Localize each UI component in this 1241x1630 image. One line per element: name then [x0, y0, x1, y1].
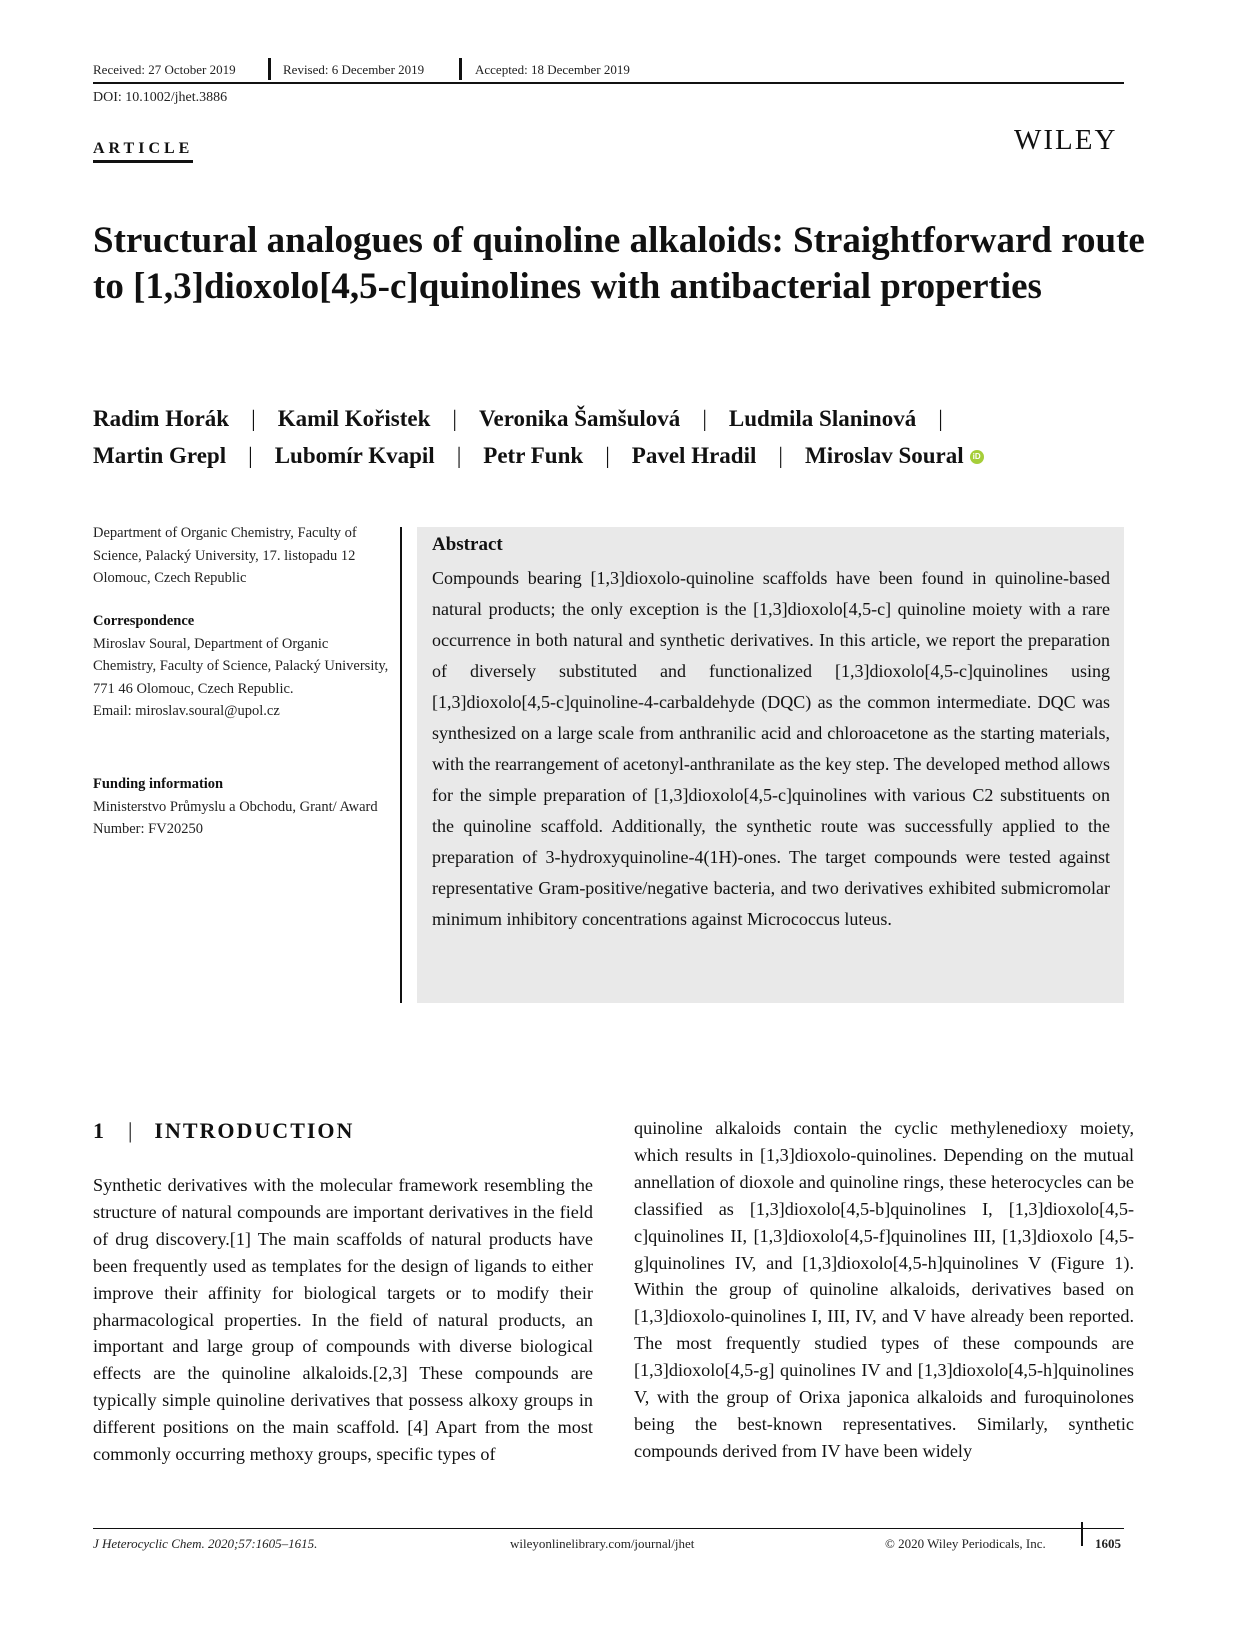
received-date: Received: 27 October 2019 [93, 62, 236, 77]
author-name[interactable]: Radim Horák [93, 406, 230, 431]
page-number: 1605 [1095, 1536, 1121, 1551]
section-heading: 1 | INTRODUCTION [93, 1118, 355, 1143]
abstract-rule [400, 527, 402, 1003]
author-name[interactable]: Miroslav Soural [804, 443, 964, 468]
author-name[interactable]: Lubomír Kvapil [274, 443, 435, 468]
author-name[interactable]: Pavel Hradil [631, 443, 757, 468]
journal-citation: J Heterocyclic Chem. 2020;57:1605–1615. [93, 1536, 318, 1551]
author-name[interactable]: Kamil Kořistek [277, 406, 431, 431]
intro-column-2: quinoline alkaloids contain the cyclic methylenedioxy moiety, which results in [1,3]dioxolo-quinolines. Depending on the mutual annellation of dioxole and quinoline rings, these heterocycles can be classified as [1,3]dioxolo[4,5-b]quinolines I, [1,3]dioxolo[4,5-c]quinolines II, [1,3]dioxolo[4,5-f]quinolines III, [1,3]dioxolo [4,5-g]quinolines IV, and [1,3]dioxolo[4,5-h]quinolines V (Figure 1). Within the group of quinoline alkaloids, derivatives based on [1,3]dioxolo-quinolines I, III, IV, and V have already been reported. The most frequently studied types of these compounds are [1,3]dioxolo[4,5-g] quinolines IV and [1,3]dioxolo[4,5-h]quinolines V, with the group of Orixa japonica alkaloids and furoquinolones being the best-known representatives. Similarly, synthetic compounds derived from IV have been widely [634, 1118, 1134, 1461]
header-divider [268, 58, 271, 80]
header-divider [459, 58, 462, 80]
author-name[interactable]: Martin Grepl [93, 443, 227, 468]
correspondence-email[interactable]: Email: miroslav.soural@upol.cz [93, 703, 280, 719]
section-number: 1 [93, 1118, 106, 1143]
article-title: Structural analogues of quinoline alkaloids: Straightforward route to [1,3]dioxolo[4,5-c]quinolines with antibacterial properties [93, 220, 1145, 307]
funding-heading: Funding information [93, 776, 224, 792]
correspondence-heading: Correspondence [93, 613, 195, 629]
author-name[interactable]: Ludmila Slaninová [728, 406, 917, 431]
article-type-label: ARTICLE [93, 140, 193, 163]
journal-url[interactable]: wileyonlinelibrary.com/journal/jhet [510, 1536, 695, 1551]
footer-rule [93, 1528, 1124, 1529]
copyright: © 2020 Wiley Periodicals, Inc. [885, 1536, 1046, 1551]
header-rule [93, 82, 1124, 84]
correspondence-text: Miroslav Soural, Department of Organic Chemistry, Faculty of Science, Palacký University, 771 46 Olomouc, Czech Republic. [93, 635, 389, 697]
author-line-2: Martin Grepl | Lubomír Kvapil | Petr Funk | Pavel Hradil | Miroslav Soural iD [93, 443, 984, 469]
footer-divider [1081, 1522, 1083, 1546]
section-title: INTRODUCTION [154, 1118, 355, 1143]
author-line-1: Radim Horák | Kamil Kořistek | Veronika Šamšulová | Ludmila Slaninová | [93, 406, 943, 431]
correspondence-block [93, 610, 393, 723]
revised-date: Revised: 6 December 2019 [283, 62, 425, 77]
funding-text: Ministerstvo Průmyslu a Obchodu, Grant/ Award Number: FV20250 [93, 798, 378, 837]
abstract-heading: Abstract [432, 534, 503, 555]
publisher-logo: WILEY [1014, 124, 1118, 156]
accepted-date: Accepted: 18 December 2019 [475, 62, 630, 77]
orcid-icon[interactable]: iD [970, 450, 984, 464]
doi[interactable]: DOI: 10.1002/jhet.3886 [93, 90, 228, 105]
author-name[interactable]: Veronika Šamšulová [479, 406, 681, 431]
intro-column-1: Synthetic derivatives with the molecular framework resembling the structure of natural compounds are important derivatives in the field of drug discovery.[1] The main scaffolds of natural products have been frequently used as templates for the design of ligands to either improve their affinity for biological targets or to modify their pharmacological properties. In the field of natural products, an important and large group of compounds with diverse biological effects are the quinoline alkaloids.[2,3] These compounds are typically simple quinoline derivatives that possess alkoxy groups in different positions on the main scaffold. [4] Apart from the most commonly occurring methoxy groups, specific types of [93, 1175, 593, 1465]
affiliation: Department of Organic Chemistry, Faculty of Science, Palacký University, 17. listopadu 12 Olomouc, Czech Republic [93, 525, 357, 586]
author-name[interactable]: Petr Funk [483, 443, 584, 468]
abstract-text: Compounds bearing [1,3]dioxolo-quinoline scaffolds have been found in quinoline-based natural products; the only exception is the [1,3]dioxolo[4,5-c] quinoline moiety with a rare occurrence in both natural and synthetic derivatives. In this article, we report the preparation of diversely substituted and functionalized [1,3]dioxolo[4,5-c]quinolines using [1,3]dioxolo[4,5-c]quinoline-4-carbaldehyde (DQC) as the common intermediate. DQC was synthesized on a large scale from anthranilic acid and chloroacetone as the starting materials, with the rearrangement of acetonyl-anthranilate as the key step. The developed method allows for the simple preparation of [1,3]dioxolo[4,5-c]quinolines with various C2 substituents on the quinoline scaffold. Additionally, the synthetic route was successfully applied to the preparation of 3-hydroxyquinoline-4(1H)-ones. The target compounds were tested against representative Gram-positive/negative bacteria, and two derivatives exhibited submicromolar minimum inhibitory concentrations against Micrococcus luteus. [432, 568, 1110, 929]
funding-block [93, 773, 393, 841]
